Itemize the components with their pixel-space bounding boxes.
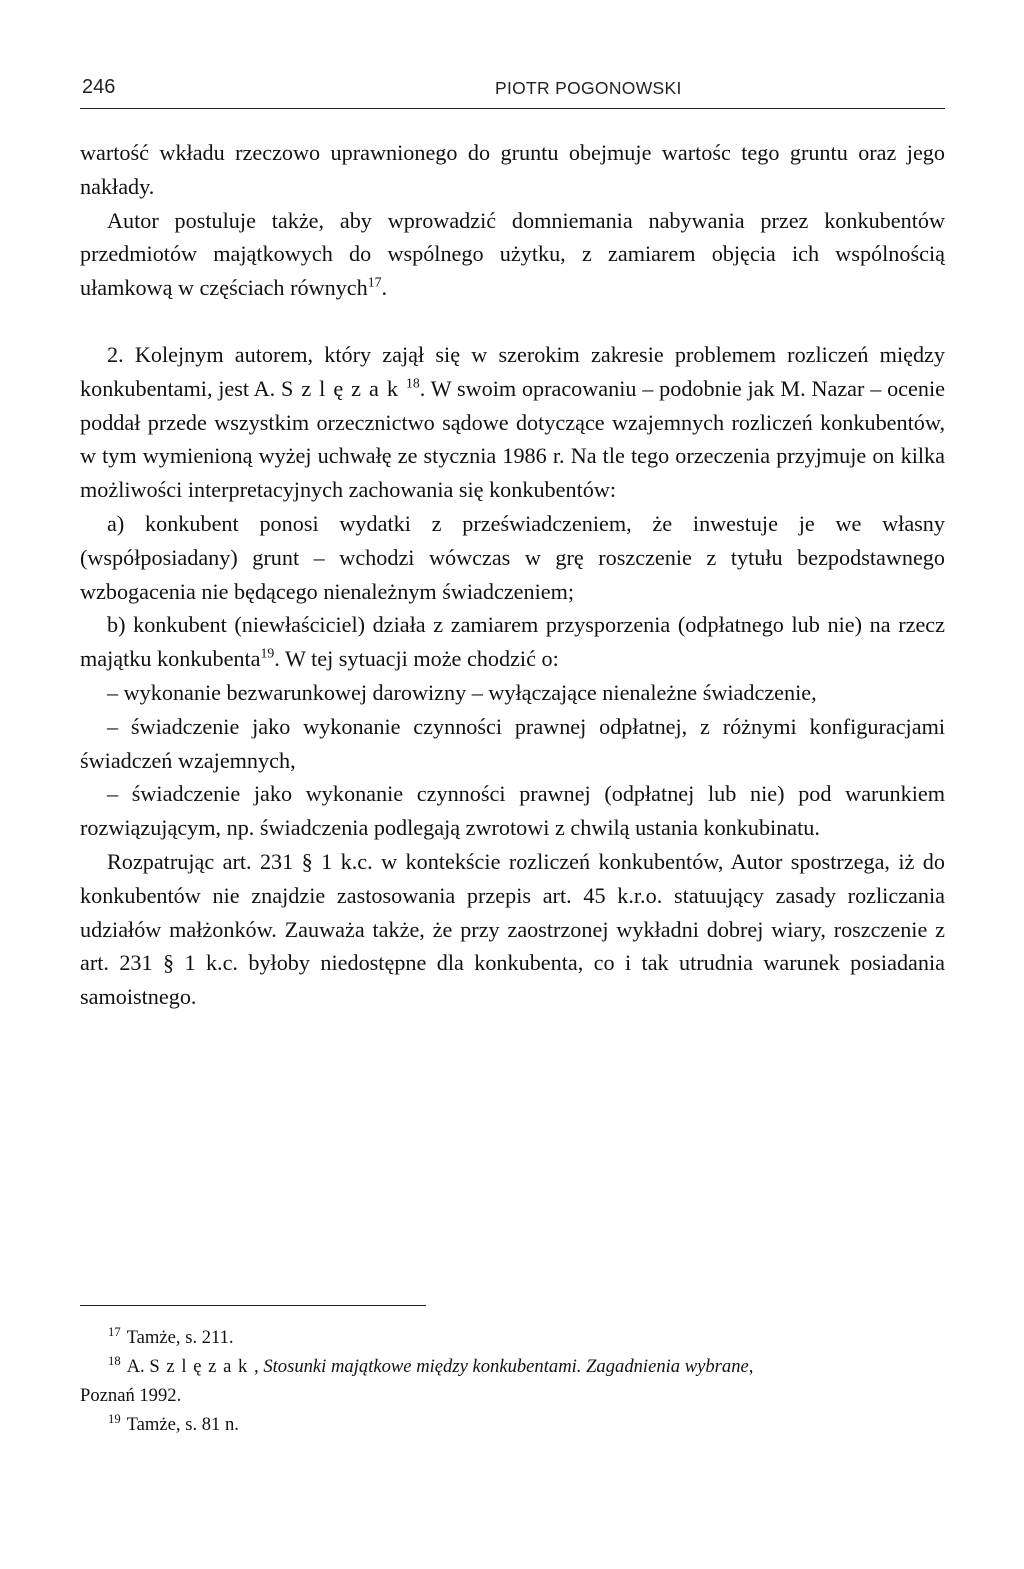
footnote-17 (80, 1323, 955, 1352)
footnote-number: 19 (108, 1412, 121, 1427)
paragraph-2 (80, 204, 945, 305)
paragraph-3-text-a: 2. Kolejnym autorem, który zajął się w szerokim zakresie problemem rozliczeń między konkubentami, jest A. (80, 341, 945, 401)
footnote-number: 18 (108, 1354, 121, 1369)
page-header (80, 72, 945, 109)
footnote-number: 17 (108, 1325, 121, 1340)
paragraph-2-text: Autor postuluje także, aby wprowadzić domniemania nabywania przez konkubentów przedmiotów majątkowych do wspólnego użytku, z zamiarem objęcia ich wspólnością ułamkową w częściach równych (80, 207, 945, 301)
paragraph-final: Rozpatrując art. 231 § 1 k.c. w kontekście rozliczeń konkubentów, Autor spostrzega, iż do konkubentów nie znajdzie zastosowania przepis art. 45 k.r.o. statuujący zasady rozliczania udziałów małżonków. Zauważa także, że przy zaostrzonej wykładni dobrej wiary, roszczenie z art. 231 § 1 k.c. byłoby niedostępne dla konkubenta, co i tak utrudnia warunek posiadania samoistnego. (80, 848, 945, 1010)
footnote-ref-17[interactable]: 17 (367, 274, 382, 290)
body-text (80, 136, 945, 1014)
footnote-ref-19[interactable]: 19 (260, 645, 275, 661)
dash-item-2: – świadczenie jako wykonanie czynności prawnej odpłatnej, z różnymi konfiguracjami świadczeń wzajemnych, (80, 713, 945, 773)
paragraph-3 (80, 338, 945, 507)
list-item-a: a) konkubent ponosi wydatki z przeświadczeniem, że inwestuje je we własny (współposiadany) grunt – wchodzi wówczas w grę roszczenie z tytułu bezpodstawnego wzbogacenia nie będącego nienależnym świadczeniem; (80, 510, 945, 604)
footnote-author-prefix: A. (126, 1356, 150, 1377)
footnote-divider (80, 1305, 426, 1306)
footnote-ref-18[interactable]: 18 (405, 375, 420, 391)
dash-item-3: – świadczenie jako wykonanie czynności prawnej (odpłatnej lub nie) pod warunkiem rozwiązującym, np. świadczenia podlegają zwrotowi z chwilą ustania konkubinatu. (80, 781, 945, 841)
list-item-b-text-b: . W tej sytuacji może chodzić o: (274, 646, 559, 672)
dash-item-1: – wykonanie bezwarunkowej darowizny – wyłączające nienależne świadczenie, (107, 679, 817, 705)
footnotes (80, 1323, 955, 1439)
paragraph-1: wartość wkładu rzeczowo uprawnionego do gruntu obejmuje wartośc tego gruntu oraz jego nakłady. (80, 140, 945, 199)
author-name-spaced: Szlęzak (281, 375, 406, 401)
footnote-text: Tamże, s. 81 n. (126, 1414, 239, 1435)
list-item-b (80, 608, 945, 676)
footnote-18-continued: Poznań 1992. (80, 1385, 182, 1406)
footnote-author-spaced: Szlęzak (149, 1356, 255, 1377)
paragraph-2-end: . (381, 275, 387, 301)
list-item-b-text-a: b) konkubent (niewłaściciel) działa z zamiarem przysporzenia (odpłatnego lub nie) na rzecz majątku konkubenta (80, 612, 945, 672)
running-head: PIOTR POGONOWSKI (495, 78, 682, 98)
page-number: 246 (82, 76, 116, 98)
footnote-19 (80, 1410, 955, 1439)
footnote-separator: , (254, 1356, 264, 1377)
footnote-text: Tamże, s. 211. (126, 1327, 234, 1348)
paragraph-3-text-b: . W swoim opracowaniu – podobnie jak M. Nazar – ocenie poddał przede wszystkim orzecznictwo sądowe dotyczące wzajemnych rozliczeń konkubentów, w tym wymienioną wyżej uchwałę ze stycznia 1986 r. Na tle tego orzeczenia przyjmuje on kilka możliwości interpretacyjnych zachowania się konkubentów: (80, 375, 945, 503)
footnote-title: Stosunki majątkowe między konkubentami. Zagadnienia wybrane, (263, 1356, 754, 1377)
footnote-18 (80, 1352, 955, 1381)
